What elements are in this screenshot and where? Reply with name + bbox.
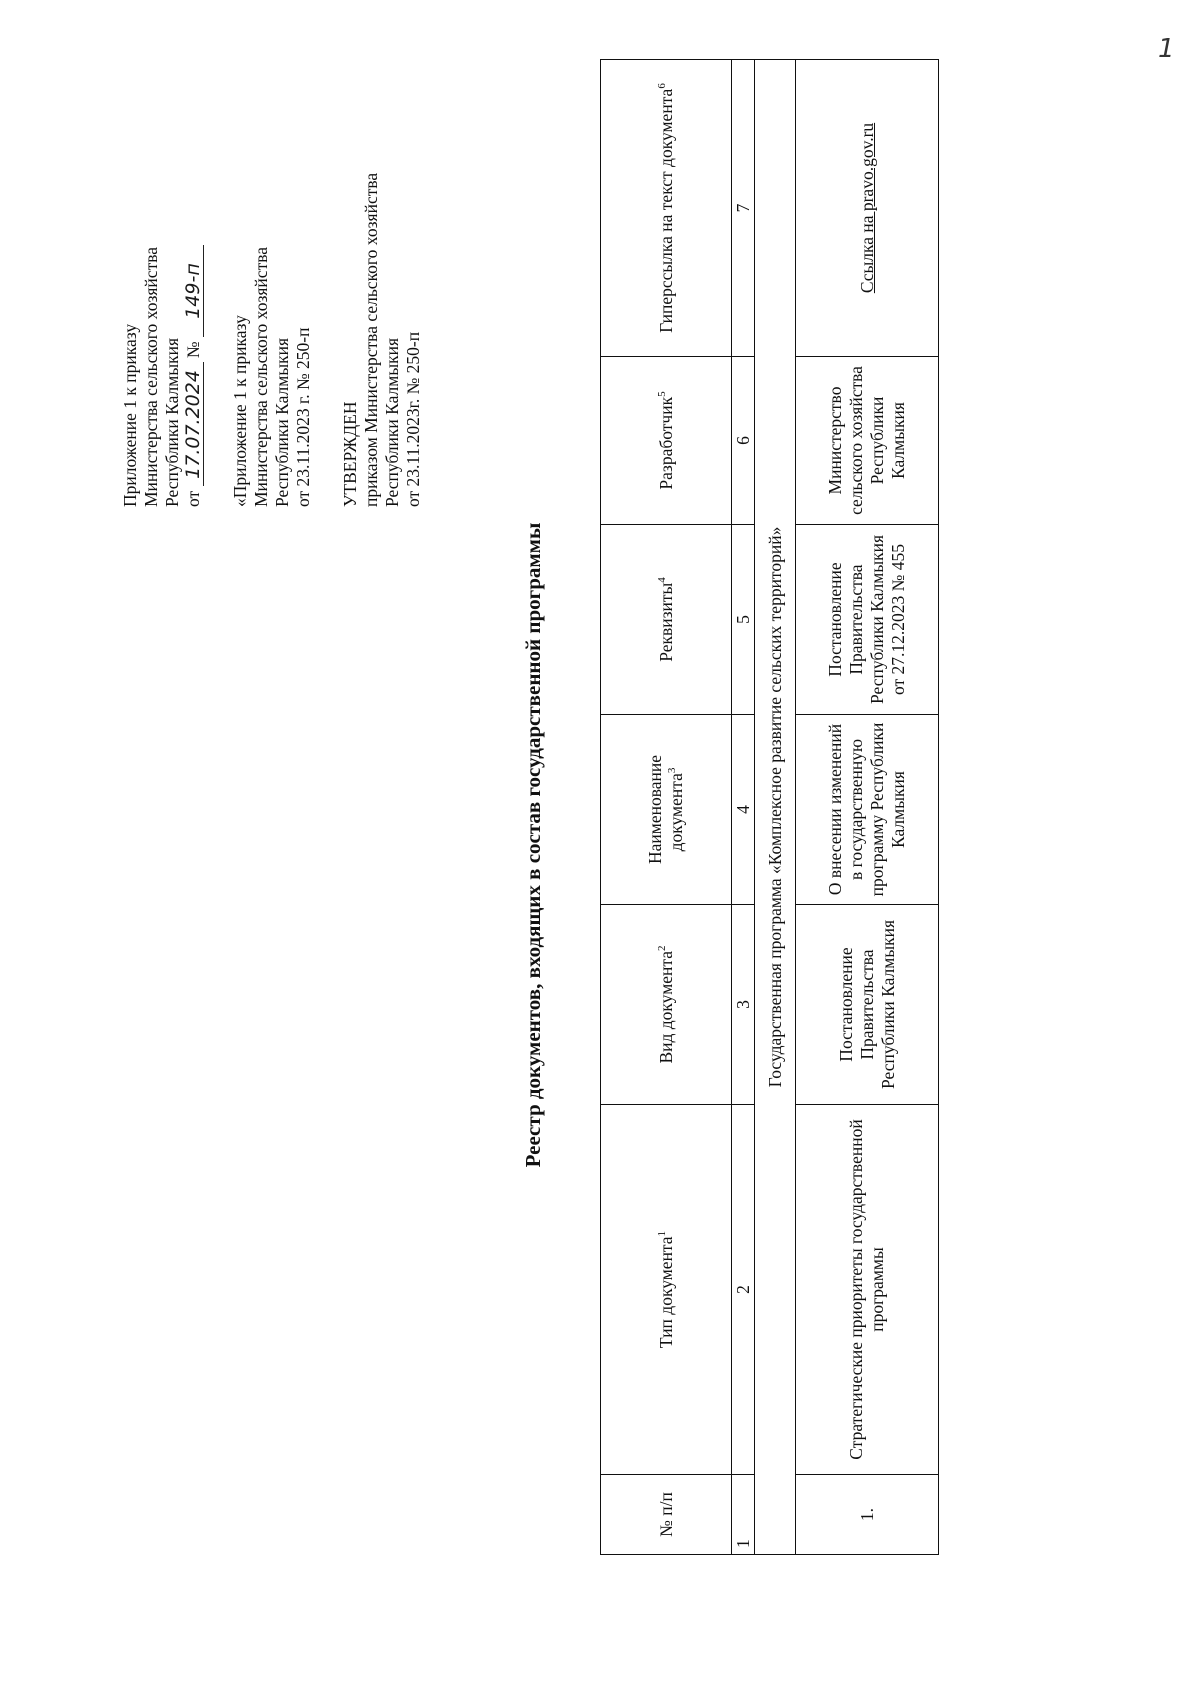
approval-date-line (183, 245, 204, 507)
number-sign: № (183, 341, 203, 359)
approval-line: Республики Калмыкия (382, 337, 402, 507)
column-number: 2 (732, 1105, 755, 1475)
approval-line: от 23.11.2023 г. № 250-п (293, 327, 313, 507)
column-number: 7 (732, 60, 755, 357)
row-type: Стратегические приоритеты государственной программы (796, 1105, 939, 1475)
row-link-cell (796, 60, 939, 357)
header-cell-num: № п/п (601, 1475, 732, 1555)
approval-line: Министерства сельского хозяйства (141, 246, 161, 507)
from-label: от (183, 490, 203, 507)
approval-line: Министерства сельского хозяйства (251, 246, 271, 507)
approval-line: Приложение 1 к приказу (120, 323, 140, 507)
approval-current-block (120, 245, 204, 507)
approval-line: УТВЕРЖДЕН (340, 401, 360, 507)
header-cell-requisites: Реквизиты$^4$ (601, 525, 732, 715)
column-number: 1 (732, 1475, 755, 1555)
row-name: О внесении изменений в государственную программу Республики Калмыкия (796, 715, 939, 905)
approval-stamp-block (340, 173, 424, 507)
column-number: 6 (732, 357, 755, 525)
approval-line: от 23.11.2023г. № 250-п (403, 331, 423, 507)
page-number-mark: 1 (1158, 34, 1175, 64)
table-row (796, 60, 939, 1555)
header-row (601, 60, 732, 1555)
header-cell-kind: Вид документа$^2$ (601, 905, 732, 1105)
header-cell-name: Наименование документа$^3$ (601, 715, 732, 905)
program-row (755, 60, 796, 1555)
column-number: 3 (732, 905, 755, 1105)
approval-previous-block (230, 247, 314, 507)
header-cell-developer: Разработчик$^5$ (601, 357, 732, 525)
document-title: Реестр документов, входящих в состав государственной программы (521, 522, 545, 1168)
header-cell-type: Тип документа$^1$ (601, 1105, 732, 1475)
approval-line: «Приложение 1 к приказу (230, 315, 250, 507)
pravo-gov-link[interactable]: Ссылка на pravo.gov.ru (856, 122, 877, 294)
row-number: 1. (796, 1475, 939, 1555)
handwritten-date: 17.07.2024 (184, 362, 204, 486)
program-title: Государственная программа «Комплексное развитие сельских территорий» (755, 60, 796, 1555)
column-number: 5 (732, 525, 755, 715)
row-requisites: Постановление Правительства Республики Калмыкия от 27.12.2023 № 455 (796, 525, 939, 715)
column-number: 4 (732, 715, 755, 905)
column-number-row (732, 60, 755, 1555)
approval-line: Республики Калмыкия (272, 337, 292, 507)
approval-line: приказом Министерства сельского хозяйства (361, 172, 381, 507)
row-developer: Министерство сельского хозяйства Республики Калмыкия (796, 357, 939, 525)
approval-line: Республики Калмыкия (162, 337, 182, 507)
header-cell-link: Гиперссылка на текст документа$^6$ (601, 60, 732, 357)
row-kind: Постановление Правительства Республики Калмыкия (796, 905, 939, 1105)
registry-table (600, 59, 939, 1555)
handwritten-number: 149-п (184, 245, 204, 337)
